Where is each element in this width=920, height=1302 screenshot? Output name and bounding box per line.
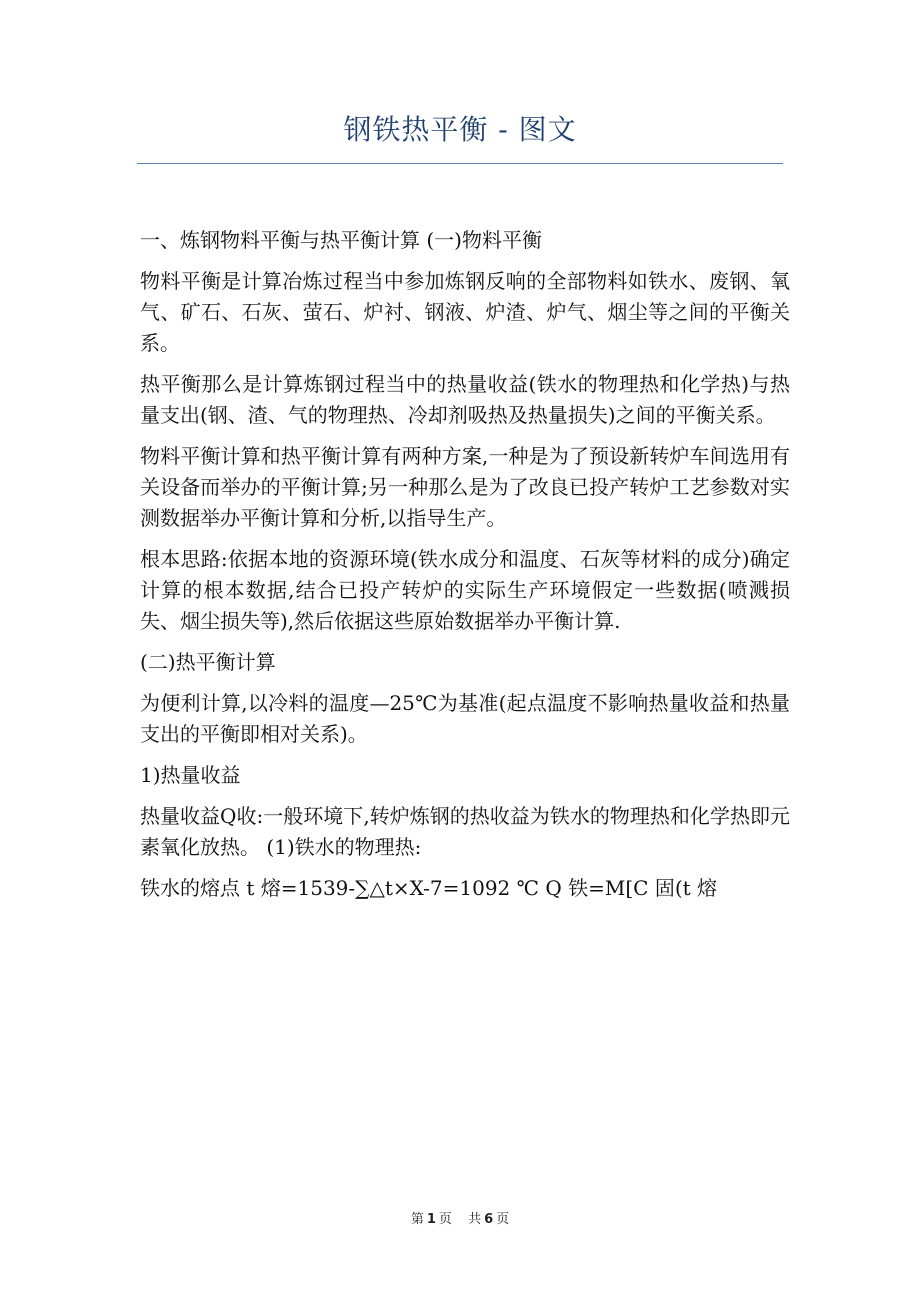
document-title: 钢铁热平衡 - 图文 (343, 113, 577, 146)
paragraph-material-balance-definition: 物料平衡是计算冶炼过程当中参加炼钢反响的全部物料如铁水、废钢、氧气、矿石、石灰、萤石、炉衬、钢液、炉渣、炉气、烟尘等之间的平衡关系。 (140, 269, 790, 355)
section-heading-material-balance: 一、炼钢物料平衡与热平衡计算 (一)物料平衡 (140, 228, 542, 252)
document-body (140, 225, 790, 914)
total-pages: 6 (484, 1212, 494, 1227)
paragraph-hot-metal-melting-point: 铁水的熔点 t 熔=1539-∑△t×X-7=1092 ℃ Q 铁=M[C 固(t 熔 (140, 876, 718, 900)
paragraph-heat-income: 热量收益Q收:一般环境下,转炉炼钢的热收益为铁水的物理热和化学热即元素氧化放热。 (1)铁水的物理热: (140, 804, 790, 859)
paragraph-basic-approach: 根本思路:依据本地的资源环境(铁水成分和温度、石灰等材料的成分)确定计算的根本数据,结合已投产转炉的实际生产环境假定一些数据(喷溅损失、烟尘损失等),然后依据这些原始数据举办平衡计算. (140, 547, 790, 633)
title-divider (137, 163, 783, 164)
total-pages-label: 共 6 页 (468, 1212, 510, 1227)
paragraph-heat-balance-definition: 热平衡那么是计算炼钢过程当中的热量收益(铁水的物理热和化学热)与热量支出(钢、渣、气的物理热、冷却剂吸热及热量损失)之间的平衡关系。 (140, 372, 790, 427)
section-heading-heat-balance: (二)热平衡计算 (140, 650, 276, 674)
page-footer (0, 1208, 920, 1227)
paragraph-calculation-schemes: 物料平衡计算和热平衡计算有两种方案,一种是为了预设新转炉车间选用有关设备而举办的平衡计算;另一种那么是为了改良已投产转炉工艺参数对实测数据举办平衡计算和分析,以指导生产。 (140, 444, 790, 530)
page-label: 第 1 页 (410, 1212, 452, 1227)
subsection-heading-heat-income: 1)热量收益 (140, 763, 241, 787)
paragraph-reference-temperature: 为便利计算,以冷料的温度—25℃为基准(起点温度不影响热量收益和热量支出的平衡即相对关系)。 (140, 691, 790, 746)
page-number: 1 (426, 1212, 436, 1227)
